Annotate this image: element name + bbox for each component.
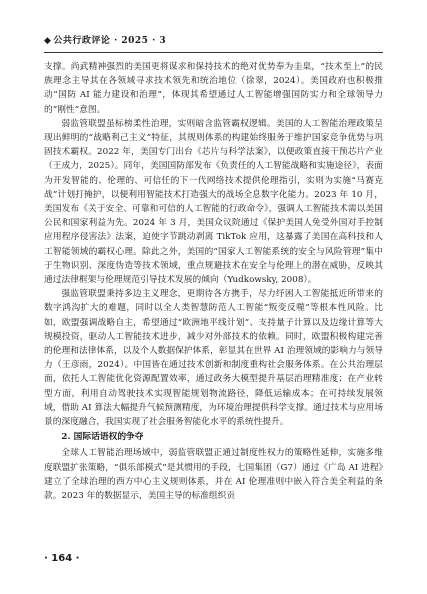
- header-separator: ·: [114, 36, 118, 46]
- header-rule: [44, 52, 383, 53]
- running-header: [44, 34, 383, 48]
- paragraph: 弱监管联盟虽标榜柔性治理，实则暗含监管霸权逻辑。美国的人工智能治理政策呈现出鲜明的“战略利己主义”特征，其规则体系的构建始终服务于维护国家竞争优势与巩固技术霸权。2022 年，美国专门出台《芯片与科学法案》，以便政策直接干预芯片产业（王成力，2025）。同年，美国国防部发布《负责任的人工智能战略和实施途径》，表面为开发智能的、伦理的、可信任的下一代网络技术提供伦理指引，实则为实施“马赛克战”计划打掩护，以便利用智能技术打造强大的战场全息数字化能力。2023 年 10 月，美国发布《关于安全、可靠和可信的人工智能的行政命令》，强调人工智能技术需以美国公民和国家利益为先。2024 年 3 月，美国众议院通过《保护美国人免受外国对手控制应用程序侵害法》法案，迫使字节跳动剥离 TikTok 应用，这暴露了美国在高科技和人工智能领域的霸权心理。除此之外，美国的“国家人工智能系统的安全与风险管理”集中于生物识别、深度伪造等技术领域，重点规避技术在安全与伦理上的潜在威胁，反映其通过法律框架与伦理规范引导技术发展的倾向（Yudkowsky, 2008）。: [44, 118, 383, 286]
- section-heading: 2. 国际话语权的争夺: [61, 432, 144, 443]
- header-issue: 3: [159, 36, 167, 46]
- diamond-icon: ◆: [44, 36, 52, 46]
- journal-title: 公共行政评论: [53, 36, 111, 46]
- page-number: · 164 ·: [44, 553, 80, 564]
- header-separator: ·: [152, 36, 156, 46]
- paragraph: 全球人工智能治理场域中，弱监管联盟正通过制度性权力的策略性延伸，实施多维度联盟扩张策略，“俱乐部模式”是其惯用的手段，七国集团（G7）通过《广岛 AI 进程》建立了全球治理的西方中心主义规则体系，并在 AI 伦理准则中嵌入符合美全利益的条款。2023 年的数据显示，美国主导的标准组织贡: [44, 448, 383, 502]
- paragraph: 强监管联盟秉持多边主义理念，更期待各方携手，尽力纾困人工智能抵近所带来的数字鸿沟扩大的难题，同时以全人类智慧防范人工智能“叛变反噬”等根本性风险。比如，欧盟强调战略自主，希望通过“欧洲地平线计划”、支持量子计算以及边缘计算等大规模投资，驱动人工智能技术进步，减少对外部技术的依赖。同时，欧盟积极构建完善的伦理和法律体系，以及个人数据保护体系，彰显其在世界 AI 治理领域的影响力与领导力（王彦雨，2024）。中国皆在通过技术创新和制度重构社会服务体系。在公共治理层面，依托人工智能优化资源配置效率，通过政务大模型提升基层治理精准度；在产业转型方面，利用自动驾驶技术实现智能规划物流路径，降低运输成本；在可持续发展领域，借助 AI 算法大幅提升气候预测精度，为环境治理提供科学支撑。通过技术与应用场景的深度融合，我国实现了社会服务智能化水平的系统性提升。: [44, 289, 383, 428]
- header-year: 2025: [121, 36, 149, 46]
- article-body: [44, 60, 383, 503]
- paragraph: 支撑。尚武精神强烈的美国更将谋求和保持技术的绝对优势奉为圭臬，“技术至上”的民族理念主导其在各领域寻求技术领先和统治地位（徐翠，2024）。美国政府也积极推动“国防 AI 能力建设和治理”，体现其希望通过人工智能增强国防实力和全球领导力的“刚性”意图。: [44, 62, 383, 115]
